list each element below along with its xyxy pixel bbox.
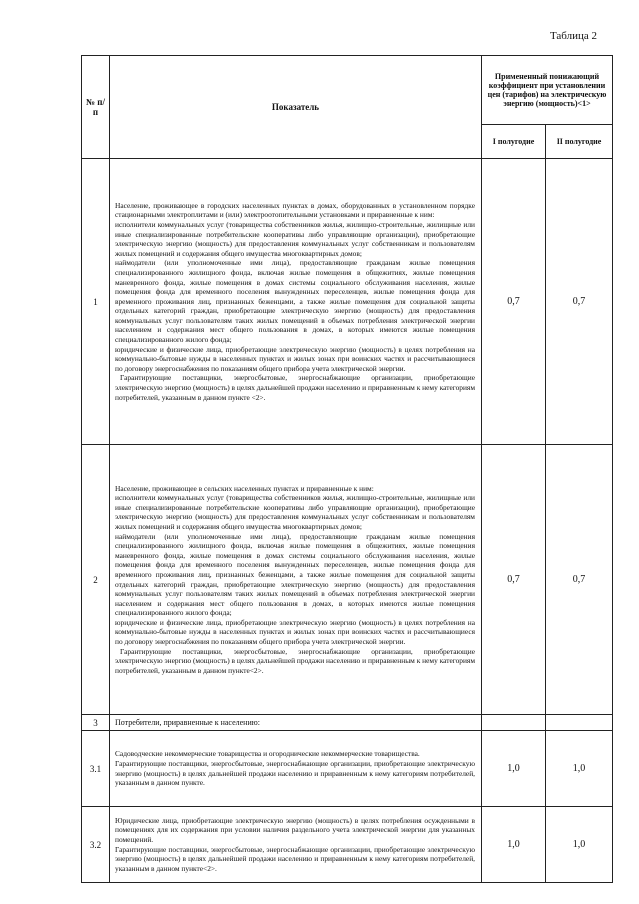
table-row: [82, 159, 613, 445]
value-half2: [546, 715, 613, 731]
header-half2: II полугодие: [546, 125, 613, 159]
coefficients-table: [81, 55, 613, 883]
row-number: 3.2: [82, 807, 110, 883]
indicator-paragraph: Садоводческие некоммерческие товарищества и огороднические некоммерческие товарищества.: [115, 749, 420, 759]
row-number: 1: [82, 159, 110, 445]
indicator-paragraph: юридические и физические лица, приобретающие электрическую энергию (мощность) в целях потребления на коммунально-бытовые нужды в населенных пунктах и жилых зонах при воинских частях и рассчитывающиеся по договору энергоснабжения по показаниям общего прибора учета электрической энергии.: [115, 344, 475, 373]
value-half2: 0,7: [546, 445, 613, 715]
header-row: [82, 56, 613, 125]
table-row: [82, 715, 613, 731]
row-number: 2: [82, 445, 110, 715]
value-half1: 0,7: [482, 159, 546, 445]
table-caption: Таблица 2: [549, 30, 597, 42]
header-num: № п/п: [82, 56, 110, 159]
row-indicator: [110, 807, 482, 883]
row-indicator: [110, 159, 482, 445]
indicator-paragraph: Население, проживающее в городских населенных пунктах в домах, оборудованных в установленном порядке стационарными электроплитами и (или) электроотопительными установками и приравненные к ним:: [115, 200, 475, 220]
indicator-paragraph: исполнители коммунальных услуг (товарищества собственников жилья, жилищно-строительные, жилищные или иные специализированные потребительские кооперативы либо управляющие организации), приобретающие электрическую энергию (мощность) для предоставления коммунальных услуг собственникам и пользователям жилых помещений и содержания общего имущества многоквартирных домов;: [115, 219, 475, 258]
header-half1: I полугодие: [482, 125, 546, 159]
value-half1: 0,7: [482, 445, 546, 715]
value-half2: 0,7: [546, 159, 613, 445]
table-row: [82, 731, 613, 807]
header-indicator: Показатель: [110, 56, 482, 159]
value-half2: 1,0: [546, 807, 613, 883]
indicator-paragraph: наймодатели (или уполномоченные ими лица), предоставляющие гражданам жилые помещения специализированного жилищного фонда, включая жилые помещения в общежитиях, жилые помещения маневренного фонда, жилые помещения в домах системы социального обслуживания населения, жилые помещения фонда для временного поселения вынужденных переселенцев, жилые помещения фонда для временного проживания лиц, признанных беженцами, а также жилые помещения для социальной защиты отдельных категорий граждан, приобретающие электрическую энергию (мощность) для предоставления коммунальных услуг пользователям таких жилых помещений в объемах потребления электрической энергии населением и содержания мест общего пользования в домах, в которых имеются жилые помещения специализированного жилого фонда;: [115, 531, 475, 618]
indicator-paragraph: Гарантирующие поставщики, энергосбытовые, энергоснабжающие организации, приобретающие электрическую энергию (мощность) в целях дальнейшей продажи населению и приравненным к нему категориям потребителей, указанным в данном пункте.: [115, 758, 475, 788]
indicator-paragraph: исполнители коммунальных услуг (товарищества собственников жилья, жилищно-строительные, жилищные или иные специализированные потребительские кооперативы либо управляющие организации), приобретающие электрическую энергию (мощность) для предоставления коммунальных услуг собственникам и пользователям жилых помещений и содержания общего имущества многоквартирных домов;: [115, 493, 475, 531]
indicator-paragraph: Население, проживающее в сельских населенных пунктах и приравненные к ним:: [115, 483, 374, 493]
indicator-paragraph: Гарантирующие поставщики, энергосбытовые, энергоснабжающие организации, приобретающие электрическую энергию (мощность) в целях дальнейшей продажи населению и приравненным к нему категориям потребителей, указанным в данном пункте<2>.: [115, 646, 475, 675]
row-indicator: [110, 731, 482, 807]
table-row: [82, 445, 613, 715]
value-half1: 1,0: [482, 807, 546, 883]
indicator-paragraph: Гарантирующие поставщики, энергосбытовые, энергоснабжающие организации, приобретающие электрическую энергию (мощность) в целях дальнейшей продажи населению и приравненным к нему категориям потребителей, указанным в данном пункте<2>.: [115, 844, 475, 873]
table-row: [82, 807, 613, 883]
indicator-paragraph: Юридические лица, приобретающие электрическую энергию (мощность) в целях потребления осужденными в помещениях для их содержания при условии наличия раздельного учета электрической энергии для указанных помещений.: [115, 815, 475, 844]
value-half2: 1,0: [546, 731, 613, 807]
indicator-paragraph: юридические и физические лица, приобретающие электрическую энергию (мощность) в целях потребления на коммунально-бытовые нужды в населенных пунктах и жилых зонах при воинских частях и рассчитывающиеся по договору энергоснабжения по показаниям общего прибора учета электрической энергии.: [115, 617, 475, 647]
row-number: 3: [82, 715, 110, 731]
indicator-paragraph: Гарантирующие поставщики, энергосбытовые, энергоснабжающие организации, приобретающие электрическую энергию (мощность) в целях дальнейшей продажи населению и приравненным к нему категориям потребителей, указанным в данном пункте <2>.: [115, 373, 475, 402]
row-indicator: [110, 445, 482, 715]
header-coefficient: Примененный понижающий коэффициент при установлении цен (тарифов) на электрическую энергию (мощность)<1>: [482, 56, 613, 125]
value-half1: 1,0: [482, 731, 546, 807]
indicator-paragraph: наймодатели (или уполномоченные ими лица), предоставляющие гражданам жилые помещения специализированного жилищного фонда, включая жилые помещения в общежитиях, жилые помещения маневренного фонда, жилые помещения в домах системы социального обслуживания населения, жилые помещения фонда для временного поселения вынужденных переселенцев, жилые помещения фонда для временного проживания лиц, признанных беженцами, а также жилые помещения для социальной защиты отдельных категорий граждан, приобретающие электрическую энергию (мощность) для предоставления коммунальных услуг пользователям таких жилых помещений в объемах потребления электрической энергии населением и содержания мест общего пользования в домах, в которых имеются жилые помещения специализированного жилого фонда;: [115, 258, 475, 345]
row-number: 3.1: [82, 731, 110, 807]
row-indicator: Потребители, приравненные к населению:: [110, 715, 482, 731]
value-half1: [482, 715, 546, 731]
